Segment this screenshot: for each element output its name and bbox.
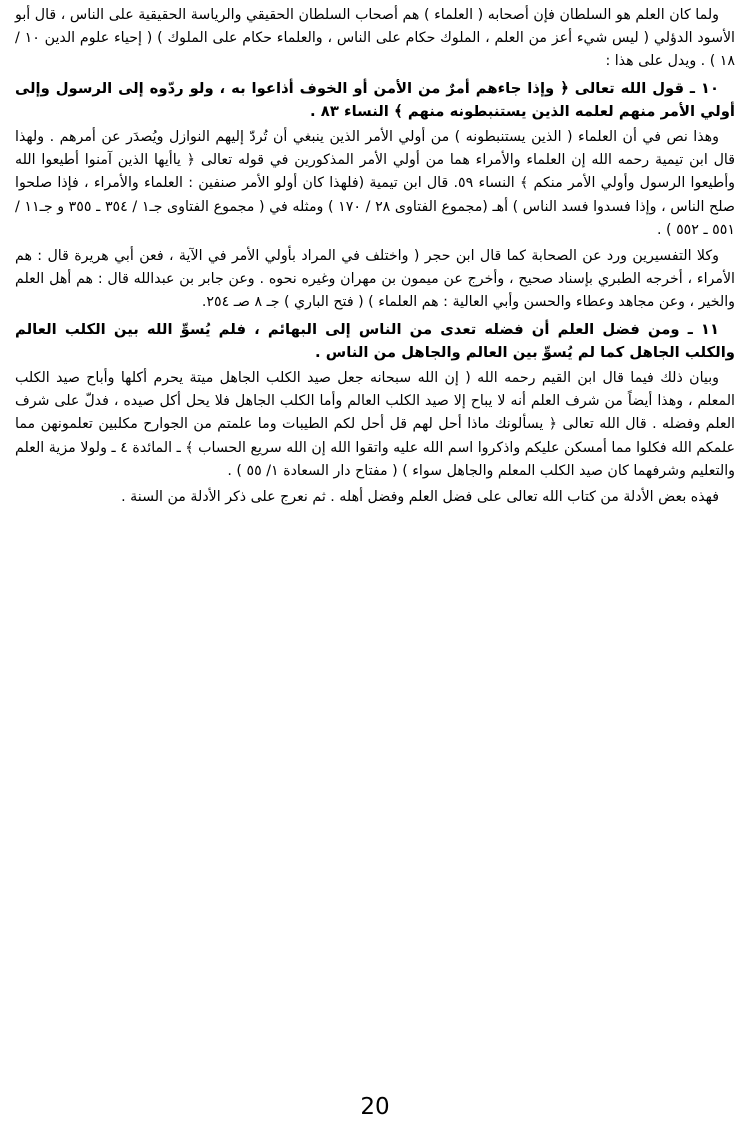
paragraph-point-11-heading: ١١ ـ ومن فضل العلم أن فضله تعدى من الناس إلى البهائم ، فلم يُسوِّ الله بين الكلب العالم والكلب الجاهل كما لم يُسوِّ بين العالم والجاهل من الناس . [15,320,735,361]
paragraph-point-10-heading: ١٠ ـ قول الله تعالى ﴿ وإذا جاءهم أمرٌ من الأمن أو الخوف أذاعوا به ، ولو ردّوه إلى الرسول وإلى أولي الأمر منهم لعلمه الذين يستنبطونه منهم ﴾ النساء ٨٣ . [15,79,735,120]
paragraph-ibn-qayyim-quote: وبيان ذلك فيما قال ابن القيم رحمه الله ( إن الله سبحانه جعل صيد الكلب الجاهل ميتة يحرم أكلها وأباح صيد الكلب المعلم ، وهذا أيضاً من شرف العلم أنه لا يباح إلا صيد الكلب العالم وأما الكلب الجاهل فلا يحل أكل صيده ، فدلّ على شرف العلم وفضله . قال الله تعالى ﴿ يسألونك ماذا أحل لهم قل أحل لكم الطيبات وما علمتم من الجوارح مكلبين تعلمونهن مما علمكم الله فكلوا مما أمسكن عليكم واذكروا اسم الله عليه واتقوا الله إن الله سريع الحساب ﴾ ـ المائدة ٤ ـ ولولا مزية العلم والتعليم وشرفهما كان صيد الكلب المعلم والجاهل سواء ) ( مفتاح دار السعادة ١/ ٥٥ ) . [15,370,736,479]
paragraph-scholars-authority: ولما كان العلم هو السلطان فإن أصحابه ( العلماء ) هم أصحاب السلطان الحقيقي والرياسة الحقيقية على الناس ، قال أبو الأسود الدؤلي ( ليس شيء أعز من العلم ، الملوك حكام على الناس ، والعلماء حكام على الملوك ) ( إحياء علوم الدين ١٠ / ١٨ ) . ويدل على هذا : [15,7,735,70]
paragraph-conclusion: فهذه بعض الأدلة من كتاب الله تعالى على فضل العلم وفضل أهله . ثم نعرج على ذكر الأدلة من السنة . [121,489,719,506]
page-number: 20 [360,1094,390,1120]
document-body [15,4,735,512]
paragraph-ibn-taymiyya-quote: وهذا نص في أن العلماء ( الذين يستنبطونه ) من أولي الأمر الذين ينبغي أن تُردّ إليهم النوازل ويُصدَر عن أمرهم . ولهذا قال ابن تيمية رحمه الله إن العلماء والأمراء هما من أولي الأمر المذكورين في قوله تعالى ﴿ ياأيها الذين آمنوا أطيعوا الله وأطيعوا الرسول وأولي الأمر منكم ﴾ النساء ٥٩. قال ابن تيمية (فلهذا كان أولو الأمر صنفين : العلماء والأمراء ، فإذا صلحوا صلح الناس ، وإذا فسدوا فسد الناس ) أهـ (مجموع الفتاوى ٢٨ / ١٧٠ ) ومثله في ( مجموع الفتاوى جـ١ / ٣٥٤ ـ ٣٥٥ و جـ١١ / ٥٥١ ـ ٥٥٢ ) . [15,129,735,238]
paragraph-ibn-hajar-quote: وكلا التفسيرين ورد عن الصحابة كما قال ابن حجر ( واختلف في المراد بأولي الأمر في الآية ، فعن أبي هريرة قال : هم الأمراء ، أخرجه الطبري بإسناد صحيح ، وأخرج عن ميمون بن مهران وغيره نحوه . وعن جابر بن عبدالله قال : هم أهل العلم والخير ، وعن مجاهد وعطاء والحسن وأبي العالية : هم العلماء ) ( فتح الباري ) جـ ٨ صـ ٢٥٤. [15,248,735,311]
